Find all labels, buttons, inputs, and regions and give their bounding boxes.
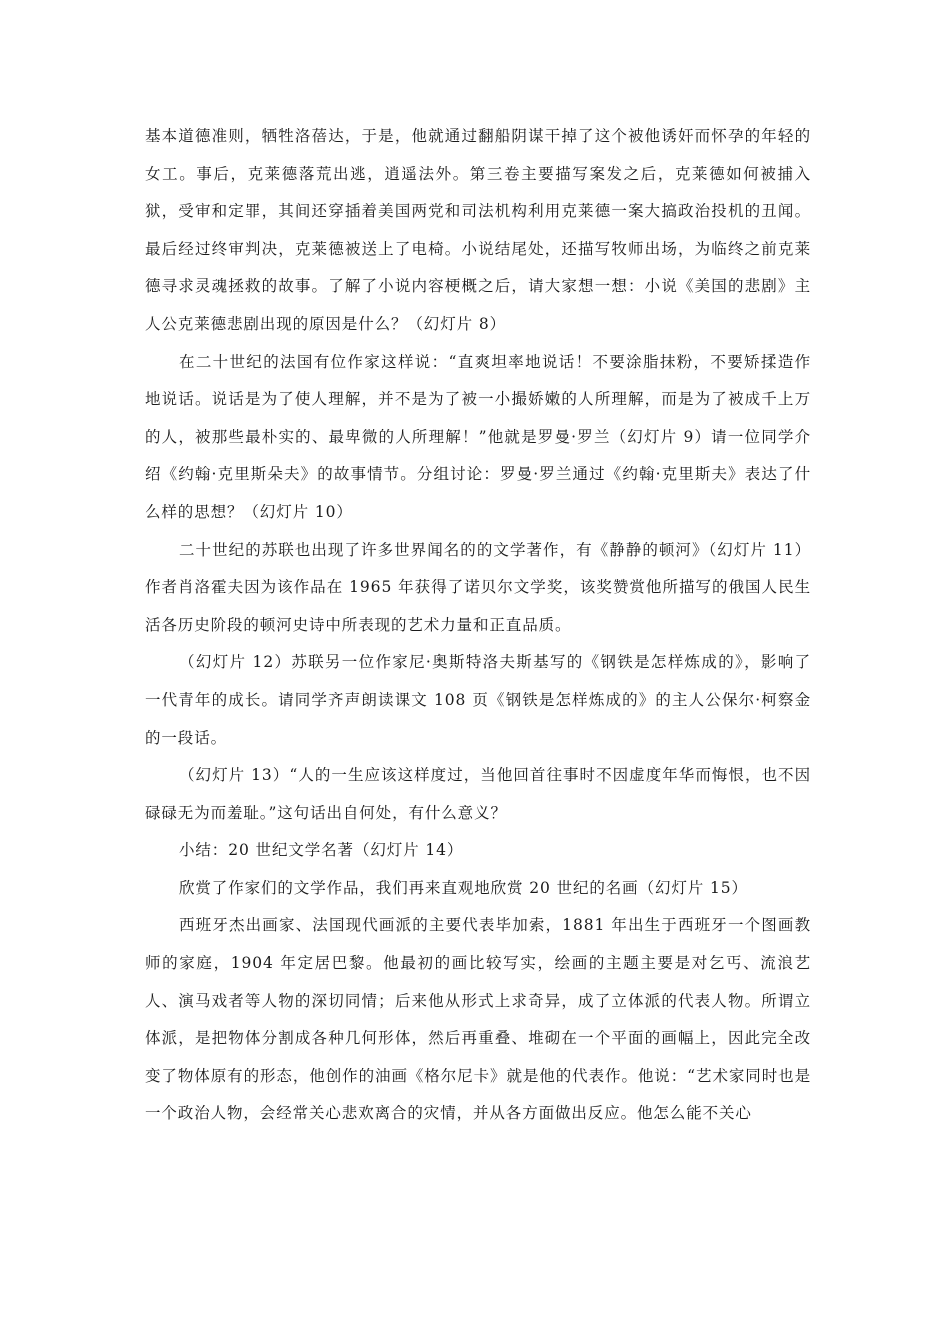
paragraph: 西班牙杰出画家、法国现代画派的主要代表毕加索，1881 年出生于西班牙一个图画教师的家庭，1904 年定居巴黎。他最初的画比较写实，绘画的主题主要是对乞丐、流浪艺人、演马戏者等人物的深切同情；后来他从形式上求奇异，成了立体派的代表人物。所谓立体派，是把物体分割成各种几何形体，然后再重叠、堆砌在一个平面的画幅上，因此完全改变了物体原有的形态，他创作的油画《格尔尼卡》就是他的代表作。他说：“艺术家同时也是一个政治人物，会经常关心悲欢离合的灾情，并从各方面做出反应。他怎么能不关心: [145, 916, 811, 1123]
paragraph: 二十世纪的苏联也出现了许多世界闻名的的文学著作，有《静静的顿河》（幻灯片 11）作者肖洛霍夫因为该作品在 1965 年获得了诺贝尔文学奖，该奖赞赏他所描写的俄国人民生活各历史阶段的顿河史诗中所表现的艺术力量和正直品质。: [145, 540, 811, 634]
document-body: [145, 118, 811, 1133]
paragraph: 基本道德准则，牺牲洛蓓达，于是，他就通过翻船阴谋干掉了这个被他诱奸而怀孕的年轻的女工。事后，克莱德落荒出逃，逍遥法外。第三卷主要描写案发之后，克莱德如何被捕入狱，受审和定罪，其间还穿插着美国两党和司法机构利用克莱德一案大搞政治投机的丑闻。最后经过终审判决，克莱德被送上了电椅。小说结尾处，还描写牧师出场，为临终之前克莱德寻求灵魂拯救的故事。了解了小说内容梗概之后，请大家想一想：小说《美国的悲剧》主人公克莱德悲剧出现的原因是什么？（幻灯片 8）: [145, 127, 811, 333]
paragraph: （幻灯片 13）“人的一生应该这样度过，当他回首往事时不因虚度年华而悔恨，也不因碌碌无为而羞耻。”这句话出自何处，有什么意义？: [145, 766, 811, 822]
paragraph: （幻灯片 12）苏联另一位作家尼·奥斯特洛夫斯基写的《钢铁是怎样炼成的》，影响了一代青年的成长。请同学齐声朗读课文 108 页《钢铁是怎样炼成的》的主人公保尔·柯察金的一段话。: [145, 653, 811, 747]
paragraph: 欣赏了作家们的文学作品，我们再来直观地欣赏 20 世纪的名画（幻灯片 15）: [179, 878, 748, 897]
paragraph: 在二十世纪的法国有位作家这样说：“直爽坦率地说话！不要涂脂抹粉，不要矫揉造作地说话。说话是为了使人理解，并不是为了被一小撮娇嫩的人所理解，而是为了被成千上万的人，被那些最朴实的、最卑微的人所理解！”他就是罗曼·罗兰（幻灯片 9）请一位同学介绍《约翰·克里斯朵夫》的故事情节。分组讨论：罗曼·罗兰通过《约翰·克里斯夫》表达了什么样的思想？（幻灯片 10）: [145, 352, 811, 521]
paragraph: 小结：20 世纪文学名著（幻灯片 14）: [179, 841, 464, 860]
